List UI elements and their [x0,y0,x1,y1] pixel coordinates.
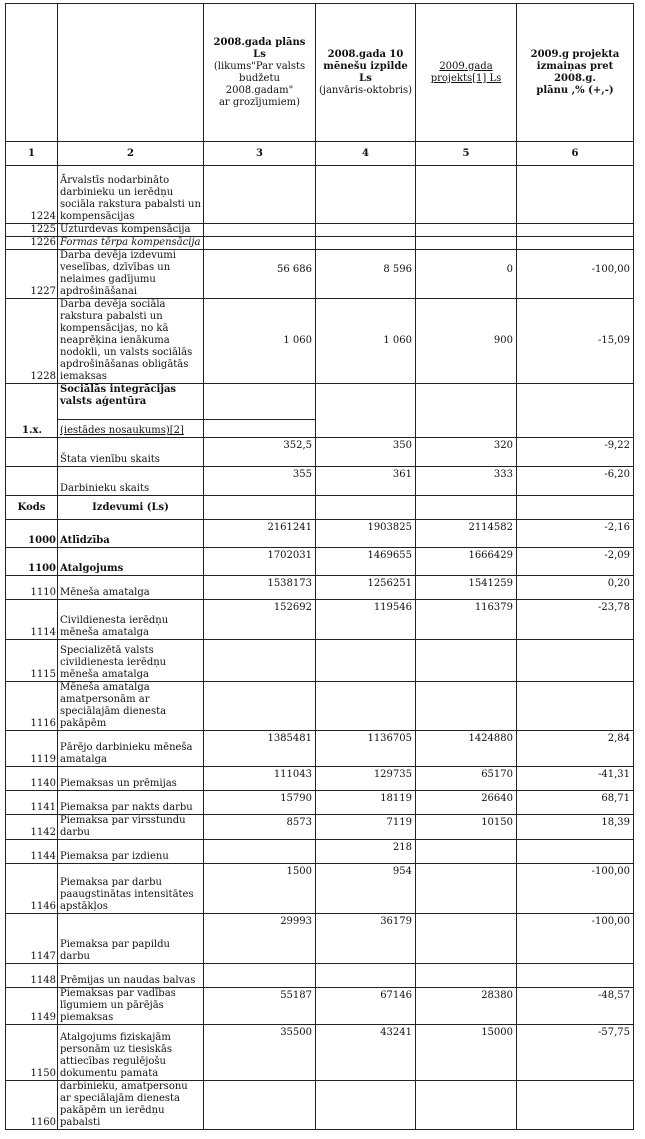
column-index-row [6,142,634,166]
row-code: 1149 [6,988,58,1025]
row-change [517,640,634,682]
row-change: -9,22 [517,438,634,467]
row-plan [204,640,316,682]
row-change: -15,09 [517,299,634,384]
section-izdevumi: Izdevumi (Ls) [58,496,204,520]
row-execution [316,166,416,224]
index-cell: 2 [58,142,204,166]
row-change [517,964,634,988]
table-row [6,731,634,767]
row-code: 1116 [6,682,58,731]
table-row [6,520,634,548]
row-change [517,840,634,864]
budget-table [5,3,634,1130]
row-code: 1227 [6,250,58,299]
row-plan: 55187 [204,988,316,1025]
row-name: Pārējo darbinieku mēneša amatalga [58,731,204,767]
row-change: -23,78 [517,600,634,640]
table-row [6,864,634,914]
row-change [517,166,634,224]
row-code: 1146 [6,864,58,914]
row-execution: 18119 [316,791,416,815]
row-project [416,864,517,914]
table-row [6,600,634,640]
row-name: Štata vienību skaits [58,438,204,467]
agency-title: Sociālās integrācijas valsts aģentūra [58,384,204,420]
section-cell [316,496,416,520]
index-cell: 4 [316,142,416,166]
row-project [416,237,517,250]
row-name: Civildienesta ierēdņu mēneša amatalga [58,600,204,640]
table-row [6,1025,634,1081]
row-name: Formas tērpa kompensācija [58,237,204,250]
row-execution: 1136705 [316,731,416,767]
table-row [6,682,634,731]
row-project [416,166,517,224]
table-row [6,840,634,864]
section-header-row [6,496,634,520]
row-project [416,682,517,731]
row-code: 1147 [6,914,58,964]
row-name: Atlīdzība [58,520,204,548]
row-name: Piemaksa par darbu paaugstinātas intensitātes apstākļos [58,864,204,914]
row-plan: 2161241 [204,520,316,548]
row-execution [316,682,416,731]
row-project: 15000 [416,1025,517,1081]
row-code: 1000 [6,520,58,548]
row-execution: 1469655 [316,548,416,576]
header-change-percent: 2009.g projekta izmaiņas pret 2008.g. plānu ,% (+,-) [517,4,634,142]
table-row [6,166,634,224]
row-plan: 8573 [204,815,316,840]
row-change: 0,20 [517,576,634,600]
row-name: Darba devēja sociāla rakstura pabalsti un kompensācijas, no kā neaprēķina ienākuma nodokli, un valsts sociālās apdrošināšanas obligātās iemaksas [58,299,204,384]
section-cell [204,496,316,520]
row-project [416,840,517,864]
row-project [416,914,517,964]
row-execution [316,964,416,988]
row-execution: 43241 [316,1025,416,1081]
agency-cell [316,384,416,438]
row-code: 1150 [6,1025,58,1081]
row-plan: 152692 [204,600,316,640]
row-name: Piemaksa par papildu darbu [58,914,204,964]
row-change: 2,84 [517,731,634,767]
table-row [6,1081,634,1130]
row-plan [204,964,316,988]
row-change: -48,57 [517,988,634,1025]
row-plan: 352,5 [204,438,316,467]
row-project: 1666429 [416,548,517,576]
row-name: Atalgojums fiziskajām personām uz tiesiskās attiecības regulējošu dokumentu pamata [58,1025,204,1081]
row-code [6,467,58,496]
row-execution: 7119 [316,815,416,840]
row-project: 320 [416,438,517,467]
agency-cell [517,384,634,438]
section-kods: Kods [6,496,58,520]
row-plan: 355 [204,467,316,496]
row-plan [204,237,316,250]
table-row [6,467,634,496]
agency-subtitle: (iestādes nosaukums)[2] [58,420,204,438]
row-plan: 56 686 [204,250,316,299]
row-execution: 1 060 [316,299,416,384]
row-execution [316,224,416,237]
index-cell: 3 [204,142,316,166]
row-execution: 361 [316,467,416,496]
row-execution [316,1081,416,1130]
row-project: 900 [416,299,517,384]
row-plan: 1385481 [204,731,316,767]
table-row [6,237,634,250]
row-execution: 129735 [316,767,416,791]
row-name: Darba devēja izdevumi veselības, dzīvības un nelaimes gadījumu apdrošināšanai [58,250,204,299]
header-cell-code [6,4,58,142]
budget-sheet [5,3,633,1130]
row-name: Darbinieku skaits [58,467,204,496]
table-row [6,576,634,600]
row-plan: 35500 [204,1025,316,1081]
row-name: Piemaksa par virsstundu darbu [58,815,204,840]
row-code: 1148 [6,964,58,988]
table-row [6,548,634,576]
row-project: 1541259 [416,576,517,600]
header-plan-2008: 2008.gada plāns Ls (likums"Par valsts budžetu 2008.gadam" ar grozījumiem) [204,4,316,142]
row-code: 1140 [6,767,58,791]
row-project: 2114582 [416,520,517,548]
row-name: Piemaksa par nakts darbu [58,791,204,815]
row-change [517,1081,634,1130]
table-row [6,791,634,815]
row-execution: 36179 [316,914,416,964]
agency-cell [204,384,316,420]
row-execution: 218 [316,840,416,864]
row-code: 1114 [6,600,58,640]
row-name: Piemaksa par izdienu [58,840,204,864]
row-project: 0 [416,250,517,299]
row-code: 1100 [6,548,58,576]
row-name: Uzturdevas kompensācija [58,224,204,237]
row-project [416,640,517,682]
table-row [6,640,634,682]
row-name: Mēneša amatalga amatpersonām ar speciālajām dienesta pakāpēm [58,682,204,731]
row-name: Mēneša amatalga [58,576,204,600]
row-project [416,224,517,237]
row-code: 1228 [6,299,58,384]
table-row [6,767,634,791]
row-execution: 1256251 [316,576,416,600]
agency-code: 1.x. [6,384,58,438]
row-execution: 350 [316,438,416,467]
row-code: 1160 [6,1081,58,1130]
header-execution-2008: 2008.gada 10 mēnešu izpilde Ls (janvāris-oktobris) [316,4,416,142]
row-execution: 8 596 [316,250,416,299]
row-project [416,1081,517,1130]
row-plan [204,840,316,864]
row-plan [204,682,316,731]
row-code: 1141 [6,791,58,815]
row-plan: 15790 [204,791,316,815]
table-row [6,988,634,1025]
row-name: Piemaksas par vadības līgumiem un pārējās piemaksas [58,988,204,1025]
row-code: 1110 [6,576,58,600]
row-name: Specializētā valsts civildienesta ierēdņu mēneša amatalga [58,640,204,682]
row-plan: 1702031 [204,548,316,576]
row-execution [316,640,416,682]
table-row [6,964,634,988]
row-plan: 1 060 [204,299,316,384]
row-change: -6,20 [517,467,634,496]
row-code [6,438,58,467]
row-project: 28380 [416,988,517,1025]
row-plan: 29993 [204,914,316,964]
section-cell [517,496,634,520]
row-change: -57,75 [517,1025,634,1081]
row-project [416,964,517,988]
index-cell: 5 [416,142,517,166]
row-change [517,682,634,731]
index-cell: 6 [517,142,634,166]
row-change: -100,00 [517,914,634,964]
section-cell [416,496,517,520]
row-code: 1225 [6,224,58,237]
row-project: 1424880 [416,731,517,767]
row-plan [204,1081,316,1130]
row-plan: 111043 [204,767,316,791]
row-change [517,237,634,250]
row-plan [204,166,316,224]
row-code: 1115 [6,640,58,682]
row-code: 1142 [6,815,58,840]
row-project: 116379 [416,600,517,640]
table-row [6,815,634,840]
row-execution [316,237,416,250]
table-row [6,224,634,237]
row-code: 1226 [6,237,58,250]
row-change [517,224,634,237]
row-execution: 67146 [316,988,416,1025]
row-name: darbinieku, amatpersonu ar speciālajām dienesta pakāpēm un ierēdņu pabalsti [58,1081,204,1130]
agency-cell [416,384,517,438]
row-name: Atalgojums [58,548,204,576]
row-name: Ārvalstīs nodarbināto darbinieku un ierēdņu sociāla rakstura pabalsti un kompensācijas [58,166,204,224]
row-execution: 1903825 [316,520,416,548]
row-name: Prēmijas un naudas balvas [58,964,204,988]
row-project: 26640 [416,791,517,815]
row-project: 333 [416,467,517,496]
row-code: 1224 [6,166,58,224]
row-change: 18,39 [517,815,634,840]
row-change: 68,71 [517,791,634,815]
row-change: -41,31 [517,767,634,791]
row-name: Piemaksas un prēmijas [58,767,204,791]
index-cell: 1 [6,142,58,166]
row-change: -2,16 [517,520,634,548]
table-row [6,914,634,964]
table-row [6,438,634,467]
row-plan: 1500 [204,864,316,914]
row-change: -2,09 [517,548,634,576]
header-row [6,4,634,142]
agency-cell [204,420,316,438]
row-code: 1144 [6,840,58,864]
row-change: -100,00 [517,864,634,914]
row-execution: 119546 [316,600,416,640]
row-execution: 954 [316,864,416,914]
row-project: 65170 [416,767,517,791]
row-code: 1119 [6,731,58,767]
table-row [6,299,634,384]
table-row [6,250,634,299]
main-rows [6,520,634,1130]
row-plan: 1538173 [204,576,316,600]
row-change: -100,00 [517,250,634,299]
header-cell-name [58,4,204,142]
agency-title-row [6,384,634,420]
row-plan [204,224,316,237]
row-project: 10150 [416,815,517,840]
header-project-2009: 2009.gada projekts[1] Ls [416,4,517,142]
